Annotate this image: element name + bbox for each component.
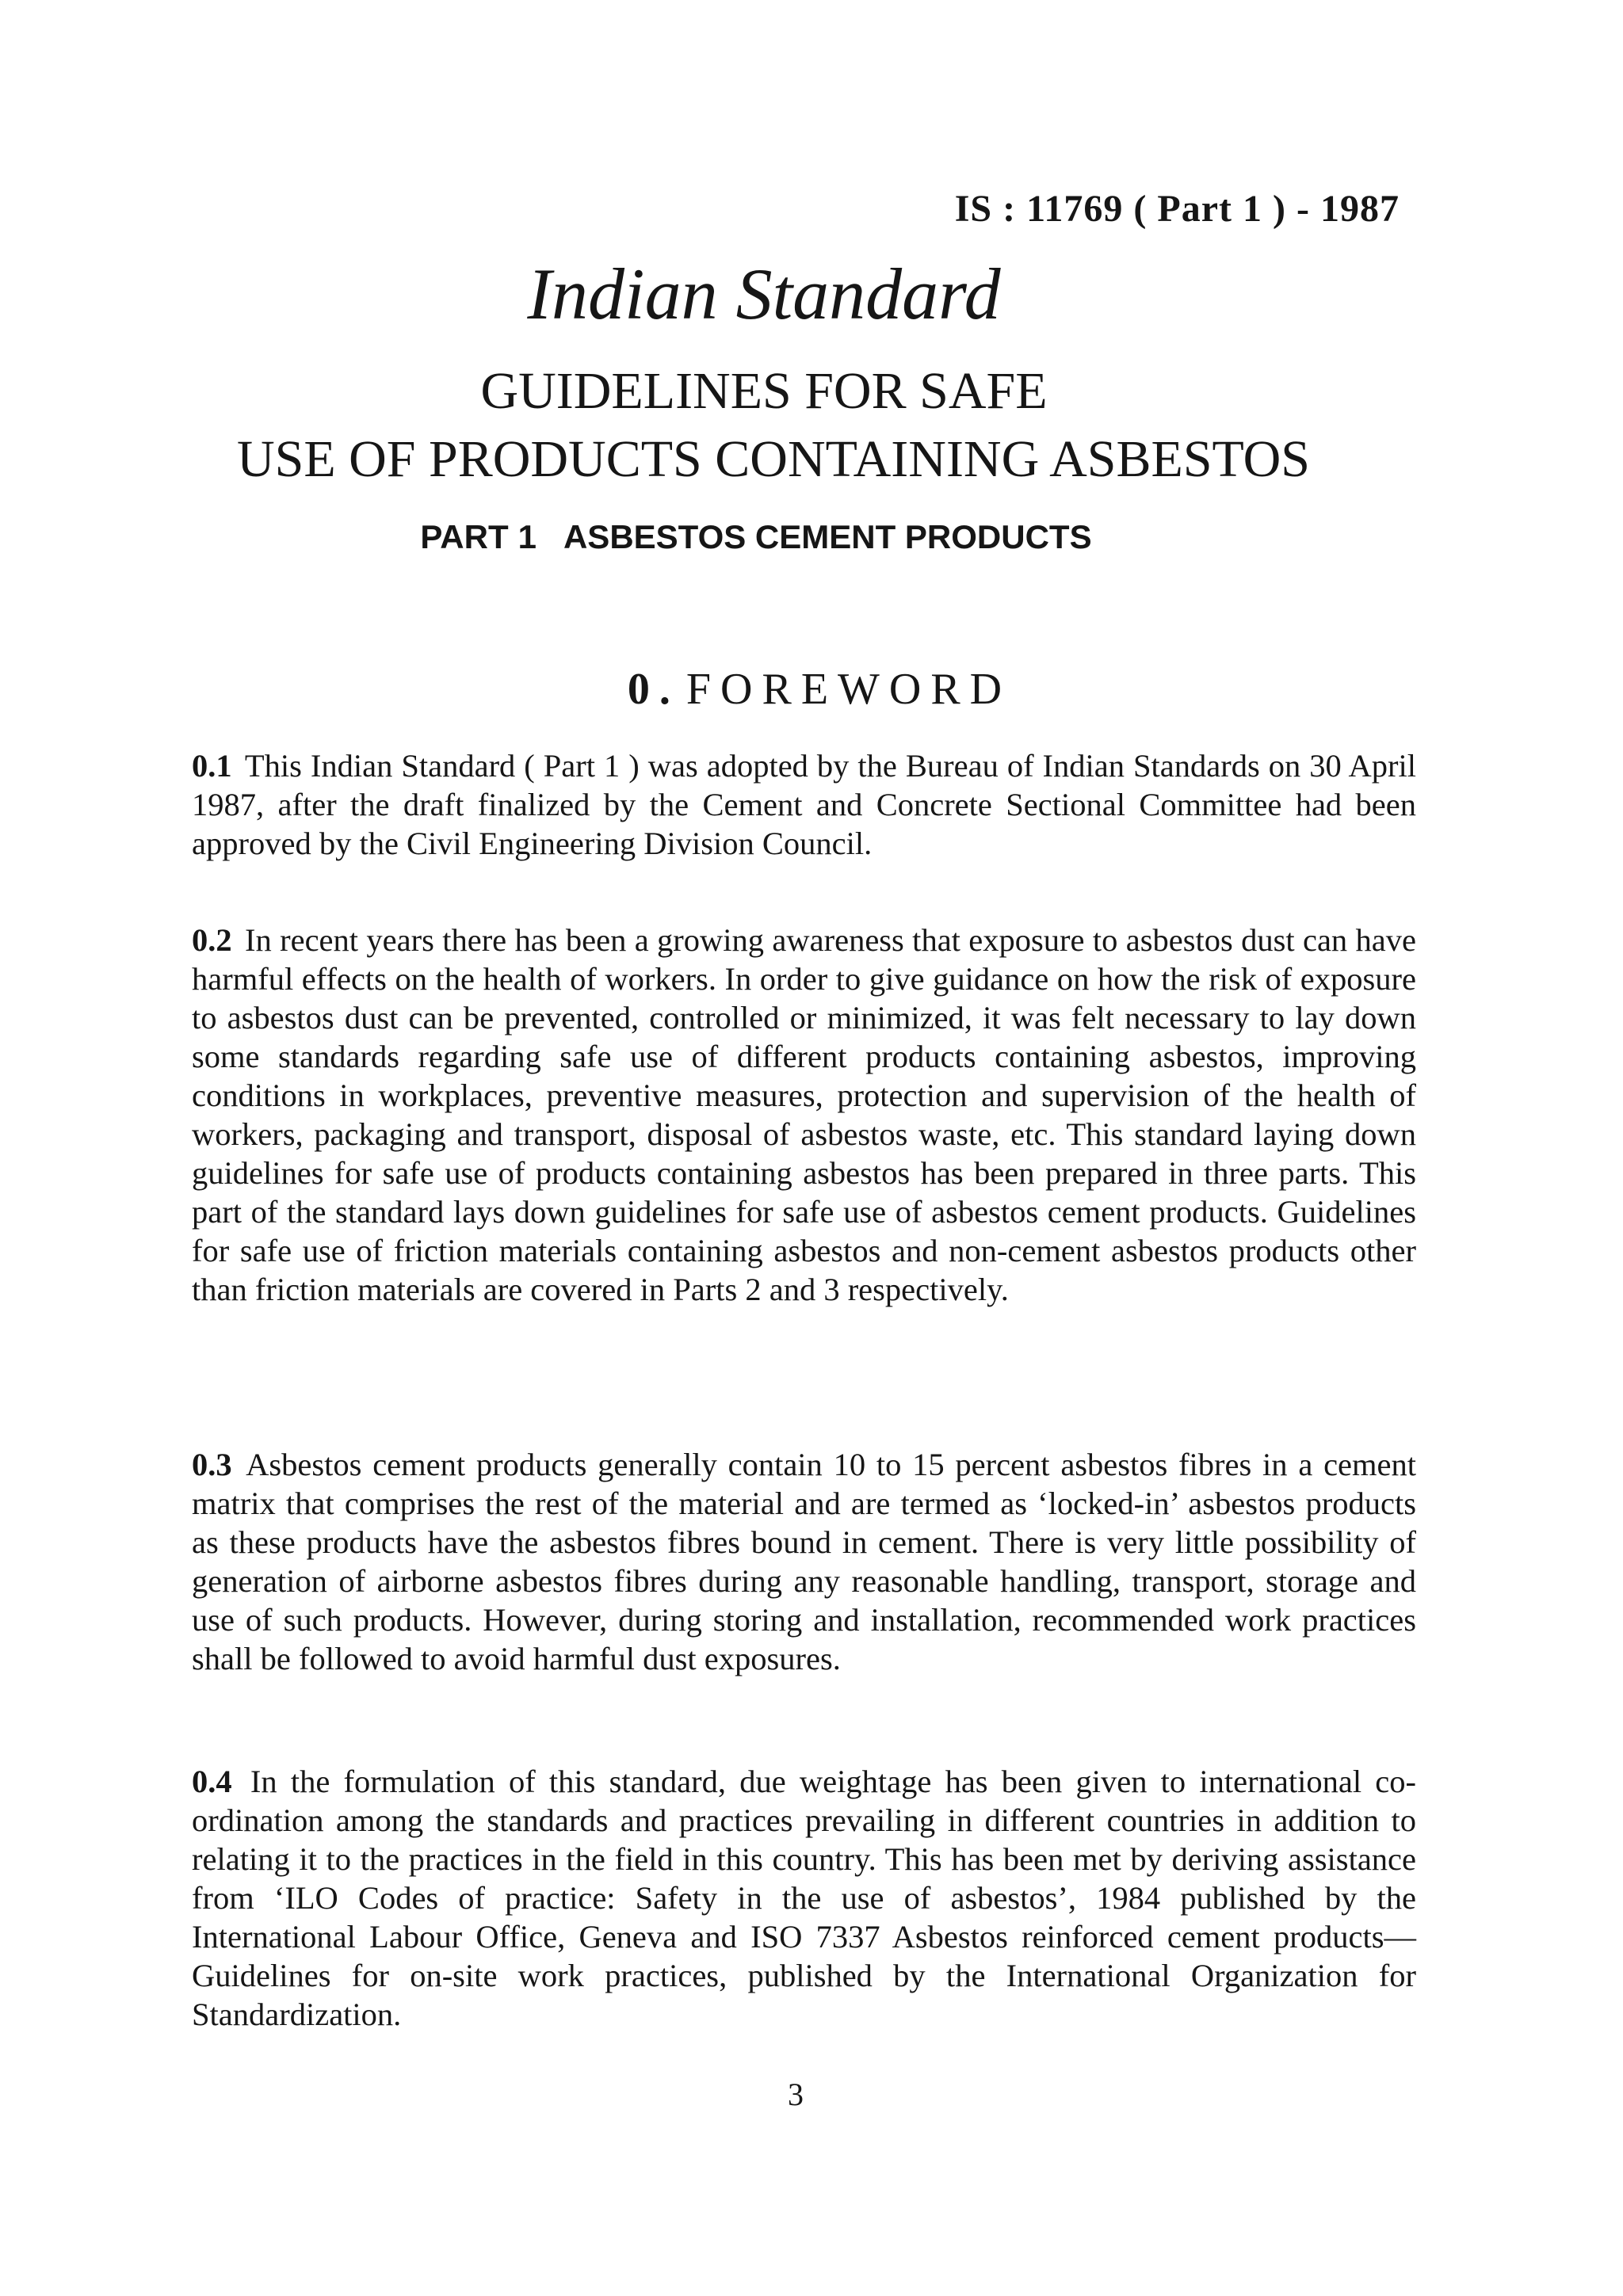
paragraph-0-4 [192,1762,1416,2034]
paragraph-text: In the formulation of this standard, due weightage has been given to international co-ordination among the standards and practices prevailing in different countries in addition to relating it to the practices in the field in this country. This has been met by deriving assistance from ‘ILO Codes of practice: Safety in the use of asbestos’, 1984 published by the International Labour Office, Geneva and ISO 7337 Asbestos reinforced cement products—Guidelines for on-site work practices, published by the International Organization for Standardization. [192,1764,1417,2032]
paragraph-0-1 [192,746,1416,863]
paragraph-0-3 [192,1445,1416,1678]
paragraph-number: 0.2 [192,922,232,958]
part-title: ASBESTOS CEMENT PRODUCTS [563,518,1092,555]
part-heading [0,518,1568,556]
paragraph-number: 0.1 [192,748,232,784]
paragraph-number: 0.4 [192,1764,232,1799]
subtitle-line-1: GUIDELINES FOR SAFE [480,362,1048,420]
subtitle-line-2: USE OF PRODUCTS CONTAINING ASBESTOS [236,430,1311,488]
section-title: FOREWORD [685,665,1012,714]
paragraph-text: This Indian Standard ( Part 1 ) was adopted by the Bureau of Indian Standards on 30 April 1987, after the draft finalized by the Cement and Concrete Sectional Committee had been approved by the Civil Engineering Division Council. [192,748,1416,861]
part-number: 1 [517,518,537,555]
section-number: 0. [627,665,680,714]
section-heading [8,664,1623,715]
paragraph-0-2 [192,921,1416,1309]
paragraph-text: Asbestos cement products generally contain 10 to 15 percent asbestos fibres in a cement matrix that comprises the rest of the material and are termed as ‘locked-in’ asbestos products as these products have the asbestos fibres bound in cement. There is very little possibility of generation of airborne asbestos fibres during any reasonable handling, transport, storage and use of such products. However, during storing and installation, recommended work practices shall be followed to avoid harmful dust exposures. [192,1447,1417,1676]
paragraph-text: In recent years there has been a growing awareness that exposure to asbestos dust can have harmful effects on the health of workers. In order to give guidance on how the risk of exposure to asbestos dust can be prevented, controlled or minimized, it was felt necessary to lay down some standards regarding safe use of different products containing asbestos, improving conditions in workplaces, preventive measures, protection and supervision of the health of workers, packaging and transport, disposal of asbestos waste, etc. This standard laying down guidelines for safe use of products containing asbestos has been prepared in three parts. This part of the standard lays down guidelines for safe use of asbestos cement products. Guidelines for safe use of friction materials containing asbestos and non-cement asbestos products other than friction materials are covered in Parts 2 and 3 respectively. [192,922,1416,1307]
page-number: 3 [788,2077,804,2112]
part-label: PART [420,518,509,555]
document-number: IS : 11769 ( Part 1 ) - 1987 [954,188,1400,230]
paragraph-number: 0.3 [192,1447,232,1482]
main-title: Indian Standard [527,254,1001,334]
